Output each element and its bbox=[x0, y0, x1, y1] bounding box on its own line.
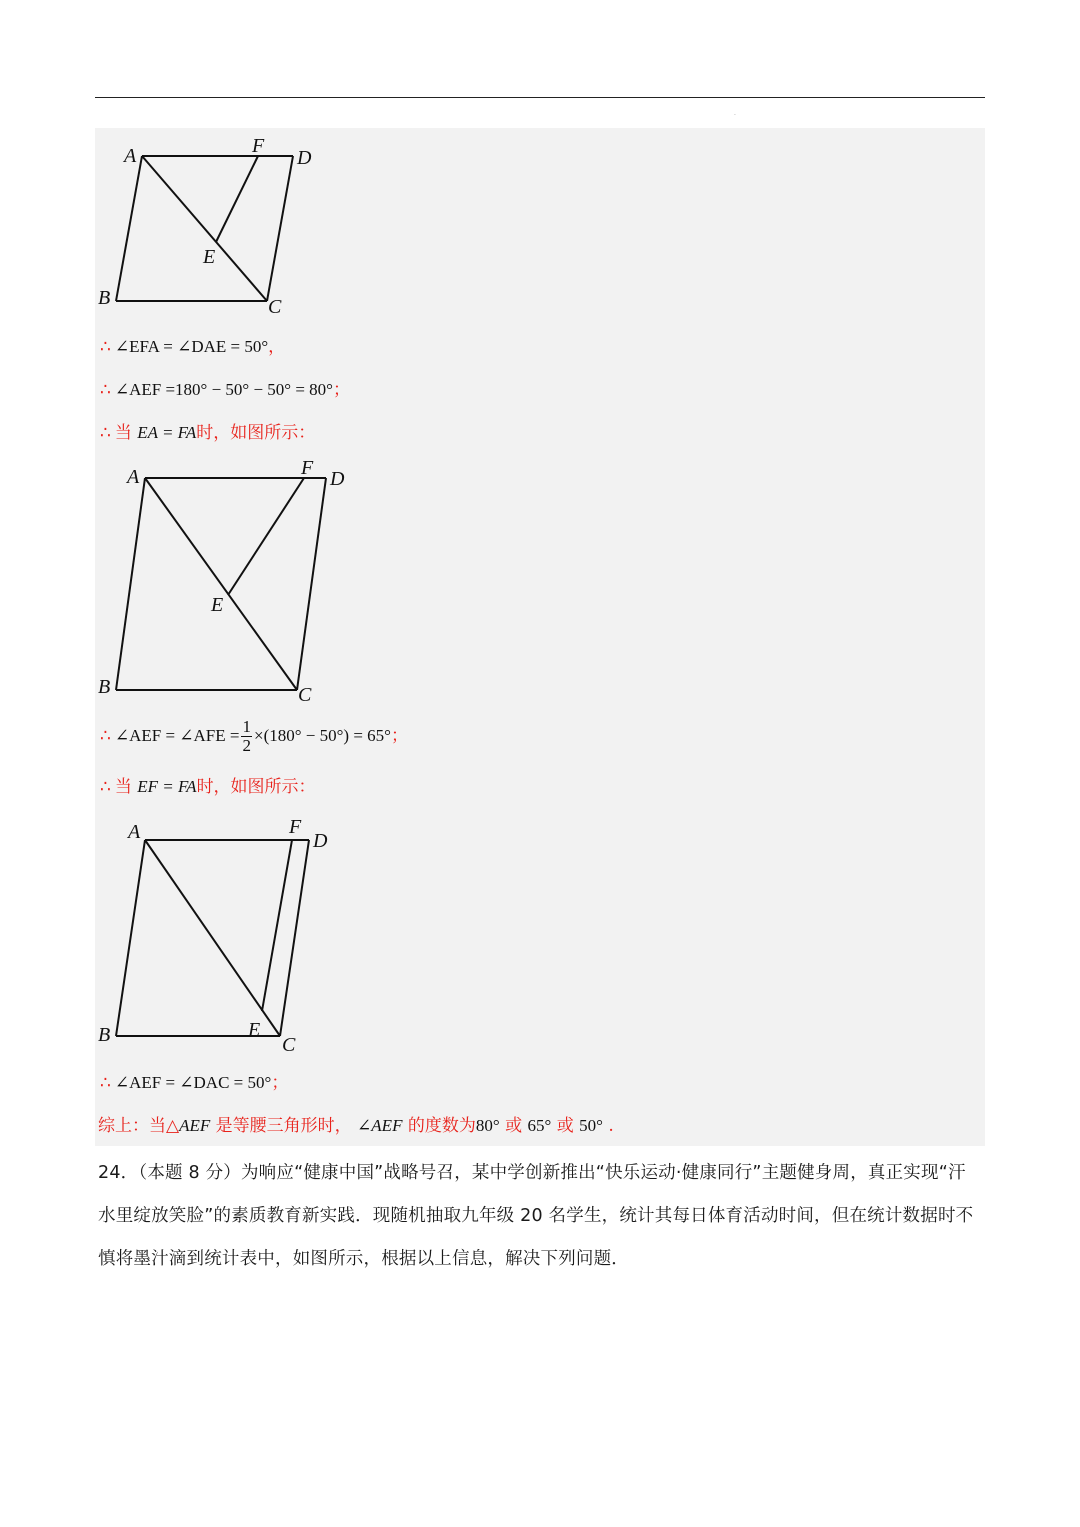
solution-block bbox=[95, 128, 985, 1146]
question-24-text: 24．（本题 8 分）为响应“健康中国”战略号召，某中学创新推出“快乐运动·健康同行”主题健身周，真正实现“汗水里绽放笑脸”的素质教育新实践．现随机抽取九年级 20 名学生，统计其每日体育活动时间，但在统计数据时不慎将墨汁滴到统计表中，如图所示，根据以上信息，解决下列问题． bbox=[98, 1163, 974, 1269]
expr-1: ∠EFA = ∠DAE = 50° bbox=[114, 337, 269, 356]
line-1: ∴ ∠EFA = ∠DAE = 50°， bbox=[100, 337, 286, 357]
label-E: E bbox=[203, 246, 216, 268]
edge-BA bbox=[116, 478, 145, 690]
line-4: ∴ ∠AEF = ∠AFE = $\frac{1}{2}$ ×(180° − 50°) = 65°； bbox=[100, 717, 408, 755]
label-C: C bbox=[268, 296, 282, 318]
label-A: A bbox=[124, 145, 137, 167]
label-D: D bbox=[297, 147, 312, 169]
line-5: ∴ 当 EF = FA时，如图所示： bbox=[100, 777, 316, 797]
edge-BA bbox=[116, 156, 142, 301]
segment-FE bbox=[228, 478, 304, 595]
figure-3 bbox=[95, 816, 355, 1056]
line-7-conclusion: 综上：当△AEF 是等腰三角形时， ∠AEF 的度数为80° 或 65° 或 50° . bbox=[98, 1116, 614, 1136]
figure-1 bbox=[95, 128, 355, 328]
figure-2-svg bbox=[95, 458, 375, 708]
label-E: E bbox=[211, 594, 224, 616]
label-C: C bbox=[298, 684, 312, 706]
figure-3-svg bbox=[95, 816, 355, 1056]
expr-4a: ∠AEF = ∠AFE = bbox=[114, 726, 240, 745]
diagonal-AC bbox=[145, 840, 280, 1036]
diagonal-AC bbox=[145, 478, 297, 690]
edge-DC bbox=[267, 156, 293, 301]
figure-1-svg bbox=[95, 128, 355, 328]
label-A: A bbox=[128, 821, 141, 843]
expr-4b: ×(180° − 50°) = 65° bbox=[253, 726, 391, 745]
segment-FE bbox=[216, 156, 258, 242]
label-D: D bbox=[330, 468, 345, 490]
label-F: F bbox=[252, 135, 265, 157]
edge-DC bbox=[297, 478, 326, 690]
label-C: C bbox=[282, 1034, 296, 1056]
label-E: E bbox=[248, 1019, 261, 1041]
expr-3: EA = FA bbox=[137, 423, 197, 442]
header-rule bbox=[95, 97, 985, 98]
label-A: A bbox=[127, 466, 140, 488]
label-B: B bbox=[98, 287, 111, 309]
expr-6: ∠AEF = ∠DAC = 50° bbox=[114, 1073, 272, 1092]
expr-2: ∠AEF =180° − 50° − 50° = 80° bbox=[114, 380, 333, 399]
line-3: ∴ 当 EA = FA时，如图所示： bbox=[100, 423, 316, 443]
label-F: F bbox=[301, 457, 314, 479]
line-6: ∴ ∠AEF = ∠DAC = 50°； bbox=[100, 1073, 289, 1093]
edge-BA bbox=[116, 840, 145, 1036]
figure-2 bbox=[95, 458, 375, 708]
label-B: B bbox=[98, 676, 111, 698]
expr-5: EF = FA bbox=[137, 777, 197, 796]
question-24 bbox=[98, 1152, 983, 1281]
label-B: B bbox=[98, 1024, 111, 1046]
fraction-half: $\frac{1}{2}$ bbox=[242, 717, 251, 755]
label-D: D bbox=[313, 830, 328, 852]
edge-DC bbox=[280, 840, 309, 1036]
header-dot: · bbox=[734, 112, 736, 119]
label-F: F bbox=[289, 816, 302, 838]
line-2: ∴ ∠AEF =180° − 50° − 50° = 80°； bbox=[100, 380, 350, 400]
